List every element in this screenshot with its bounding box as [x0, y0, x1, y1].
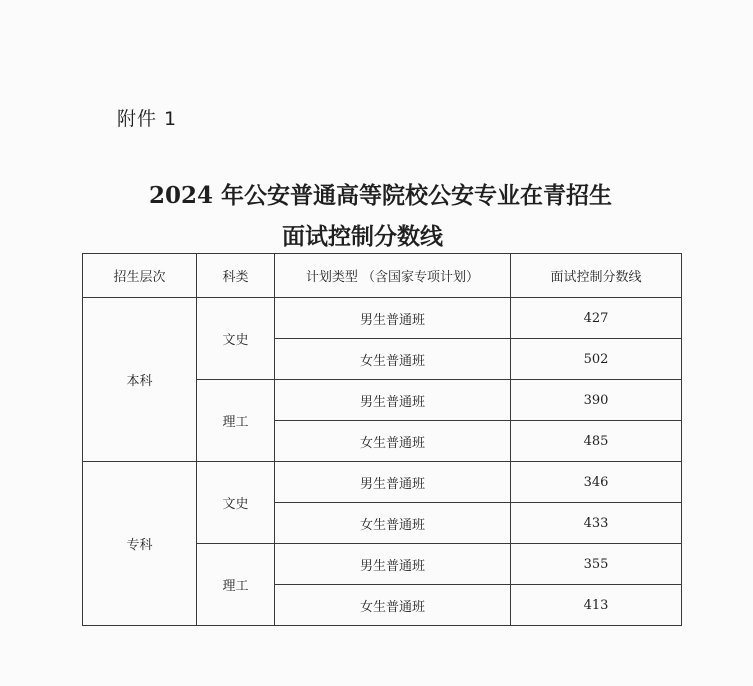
document-title-line1: 2024 年公安普通高等院校公安专业在青招生 — [148, 182, 613, 209]
document-title-line2: 面试控制分数线 — [282, 223, 443, 250]
header-level: 招生层次 — [83, 254, 197, 298]
subject-cell: 文史 — [197, 298, 275, 380]
subject-cell: 理工 — [197, 544, 275, 626]
table-row — [83, 298, 682, 339]
plan-cell: 男生普通班 — [275, 298, 511, 339]
plan-cell: 男生普通班 — [275, 462, 511, 503]
header-plan-type: 计划类型 （含国家专项计划） — [275, 254, 511, 298]
score-cell: 502 — [511, 339, 682, 380]
score-cell: 433 — [511, 503, 682, 544]
level-cell: 专科 — [83, 462, 197, 626]
header-score: 面试控制分数线 — [511, 254, 682, 298]
plan-cell: 女生普通班 — [275, 421, 511, 462]
table-header-row — [83, 254, 682, 298]
plan-cell: 女生普通班 — [275, 339, 511, 380]
subject-cell: 文史 — [197, 462, 275, 544]
plan-cell: 男生普通班 — [275, 544, 511, 585]
attachment-label: 附件 1 — [117, 108, 178, 130]
plan-cell: 女生普通班 — [275, 503, 511, 544]
table-row — [83, 462, 682, 503]
plan-cell: 女生普通班 — [275, 585, 511, 626]
score-cell: 355 — [511, 544, 682, 585]
header-subject: 科类 — [197, 254, 275, 298]
score-table — [82, 253, 682, 626]
score-cell: 427 — [511, 298, 682, 339]
subject-cell: 理工 — [197, 380, 275, 462]
score-cell: 390 — [511, 380, 682, 421]
score-cell: 485 — [511, 421, 682, 462]
level-cell: 本科 — [83, 298, 197, 462]
score-cell: 413 — [511, 585, 682, 626]
plan-cell: 男生普通班 — [275, 380, 511, 421]
score-cell: 346 — [511, 462, 682, 503]
